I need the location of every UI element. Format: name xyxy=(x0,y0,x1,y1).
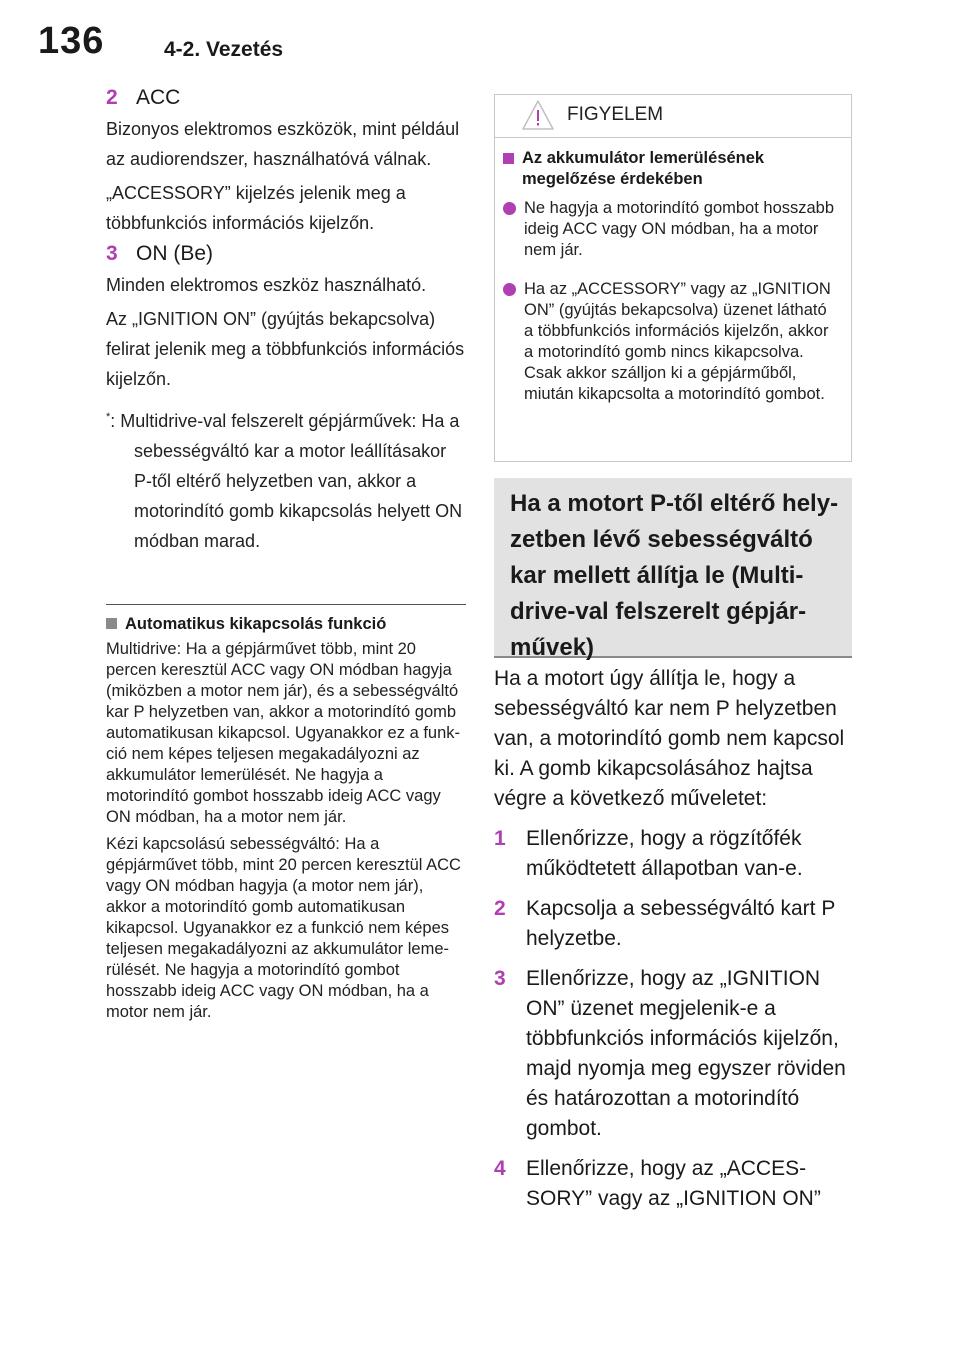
warning-box xyxy=(494,94,852,462)
footnote xyxy=(106,402,466,556)
step-block-on xyxy=(106,242,466,394)
step-block-acc xyxy=(106,86,466,238)
heading-text: Automatikus kikapcsolás funkció xyxy=(125,615,387,633)
step-number: 3 xyxy=(494,967,506,990)
section-heading xyxy=(106,613,466,635)
paragraph: Minden elektromos eszköz használható. xyxy=(106,275,427,295)
square-bullet-icon xyxy=(106,618,117,629)
paragraph: „ACCESSORY” kijelzés jelenik meg a többfunkciós információs kijelzőn. xyxy=(106,183,406,233)
auto-off-section xyxy=(106,604,466,1029)
step-heading xyxy=(106,86,466,110)
right-column xyxy=(494,664,854,1224)
step-number: 2 xyxy=(106,86,118,109)
warning-triangle-icon xyxy=(521,99,555,131)
step-title: ON (Be) xyxy=(136,242,214,265)
procedure-step xyxy=(494,824,854,884)
intro-paragraph: Ha a motort úgy állítja le, hogy a sebességváltó kar nem P helyzetben van, a motorindító gomb nem kapcsol ki. A gomb kikapcsolásához hajtsa végre a következő műveletet: xyxy=(494,667,845,810)
procedure-step xyxy=(494,894,854,954)
procedure-step xyxy=(494,964,854,1144)
step-text: Ellenőrizze, hogy az „IGNITION ON” üzenet megjelenik-e a többfunkciós információs kijelzőn, majd nyomja meg egyszer röviden és határozottan a motorindító gombot. xyxy=(526,967,846,1140)
step-title: ACC xyxy=(136,86,181,109)
subheading-text: Az akkumulátor lemerülésének megelőzése érdekében xyxy=(522,149,765,188)
warning-body xyxy=(495,138,851,405)
step-number: 3 xyxy=(106,242,118,265)
warning-bullet xyxy=(503,279,837,405)
warning-header xyxy=(495,95,851,138)
bullet-text: Ha az „ACCESSORY” vagy az „IGNITION ON” (gyújtás bekapcsolva) üzenet látható a többfunkciós információs kijelzőn, akkor a motorindító gomb nincs kikapcsolva. Csak akkor szálljon ki a gépjárműből, miután kikapcsolta a motorindító gombot. xyxy=(524,280,831,403)
step-number: 2 xyxy=(494,897,506,920)
footnote-mark: * xyxy=(106,411,111,423)
warning-title: FIGYELEM xyxy=(567,104,664,125)
warning-subheading xyxy=(503,148,837,190)
step-text: Ellenőrizze, hogy a rögzítőfék működtetett állapotban van-e. xyxy=(526,827,803,880)
step-text: Kapcsolja a sebességváltó kart P helyzetbe. xyxy=(526,897,835,950)
paragraph: Kézi kapcsolású sebességváltó: Ha a gépjárművet több, mint 20 percen keresztül ACC vagy ON módban hagyja (a motor nem jár), akkor a motorindító gomb automatikusan kikapcsol. Ugyanakkor ez a funkció nem képes teljesen megakadályozni az akkumulátor lemerülését. Ne hagyja a motorindító gombot hosszabb ideig ACC vagy ON módban, ha a motor nem jár. xyxy=(106,835,461,1021)
paragraph: Az „IGNITION ON” (gyújtás bekapcsolva) felirat jelenik meg a többfunkciós információs kijelzőn. xyxy=(106,309,465,389)
topic-heading-box xyxy=(494,478,852,661)
footnote-text: : Multidrive-val felszerelt gépjárművek: Ha a sebességváltó kar a motor leállításakor P-től eltérő helyzetben van, akkor a motorindító gomb kikapcsolás helyett ON módban marad. xyxy=(110,411,463,551)
warning-bullet xyxy=(503,198,837,261)
step-text: Ellenőrizze, hogy az „ACCESSORY” vagy az „IGNITION ON” xyxy=(526,1157,821,1210)
page-number: 136 xyxy=(38,20,105,62)
procedure-step xyxy=(494,1154,854,1214)
round-bullet-icon xyxy=(503,283,516,296)
topic-heading: Ha a motort P-től eltérő helyzetben lévő sebességváltó kar mellett állítja le (Multidrive-val felszerelt gépjárművek) xyxy=(510,490,839,661)
step-heading xyxy=(106,242,466,266)
step-number: 1 xyxy=(494,827,506,850)
round-bullet-icon xyxy=(503,202,516,215)
step-number: 4 xyxy=(494,1157,506,1180)
paragraph: Bizonyos elektromos eszközök, mint például az audiorendszer, használhatóvá válnak. xyxy=(106,119,460,169)
paragraph: Multidrive: Ha a gépjárművet több, mint 20 percen keresztül ACC vagy ON módban hagyja (miközben a motor nem jár), és a sebességváltó kar P helyzetben van, akkor a motorindító gomb automatikusan kikapcsol. Ugyanakkor ez a funkció nem képes teljesen megakadályozni az akkumulátor lemerülését. Ne hagyja a motorindító gombot hosszabb ideig ACC vagy ON módban, ha a motor nem jár. xyxy=(106,640,461,826)
square-bullet-icon xyxy=(503,153,514,164)
bullet-text: Ne hagyja a motorindító gombot hosszabb ideig ACC vagy ON módban, ha a motor nem jár. xyxy=(524,199,835,259)
section-title: 4-2. Vezetés xyxy=(164,38,284,61)
left-column xyxy=(106,86,466,556)
